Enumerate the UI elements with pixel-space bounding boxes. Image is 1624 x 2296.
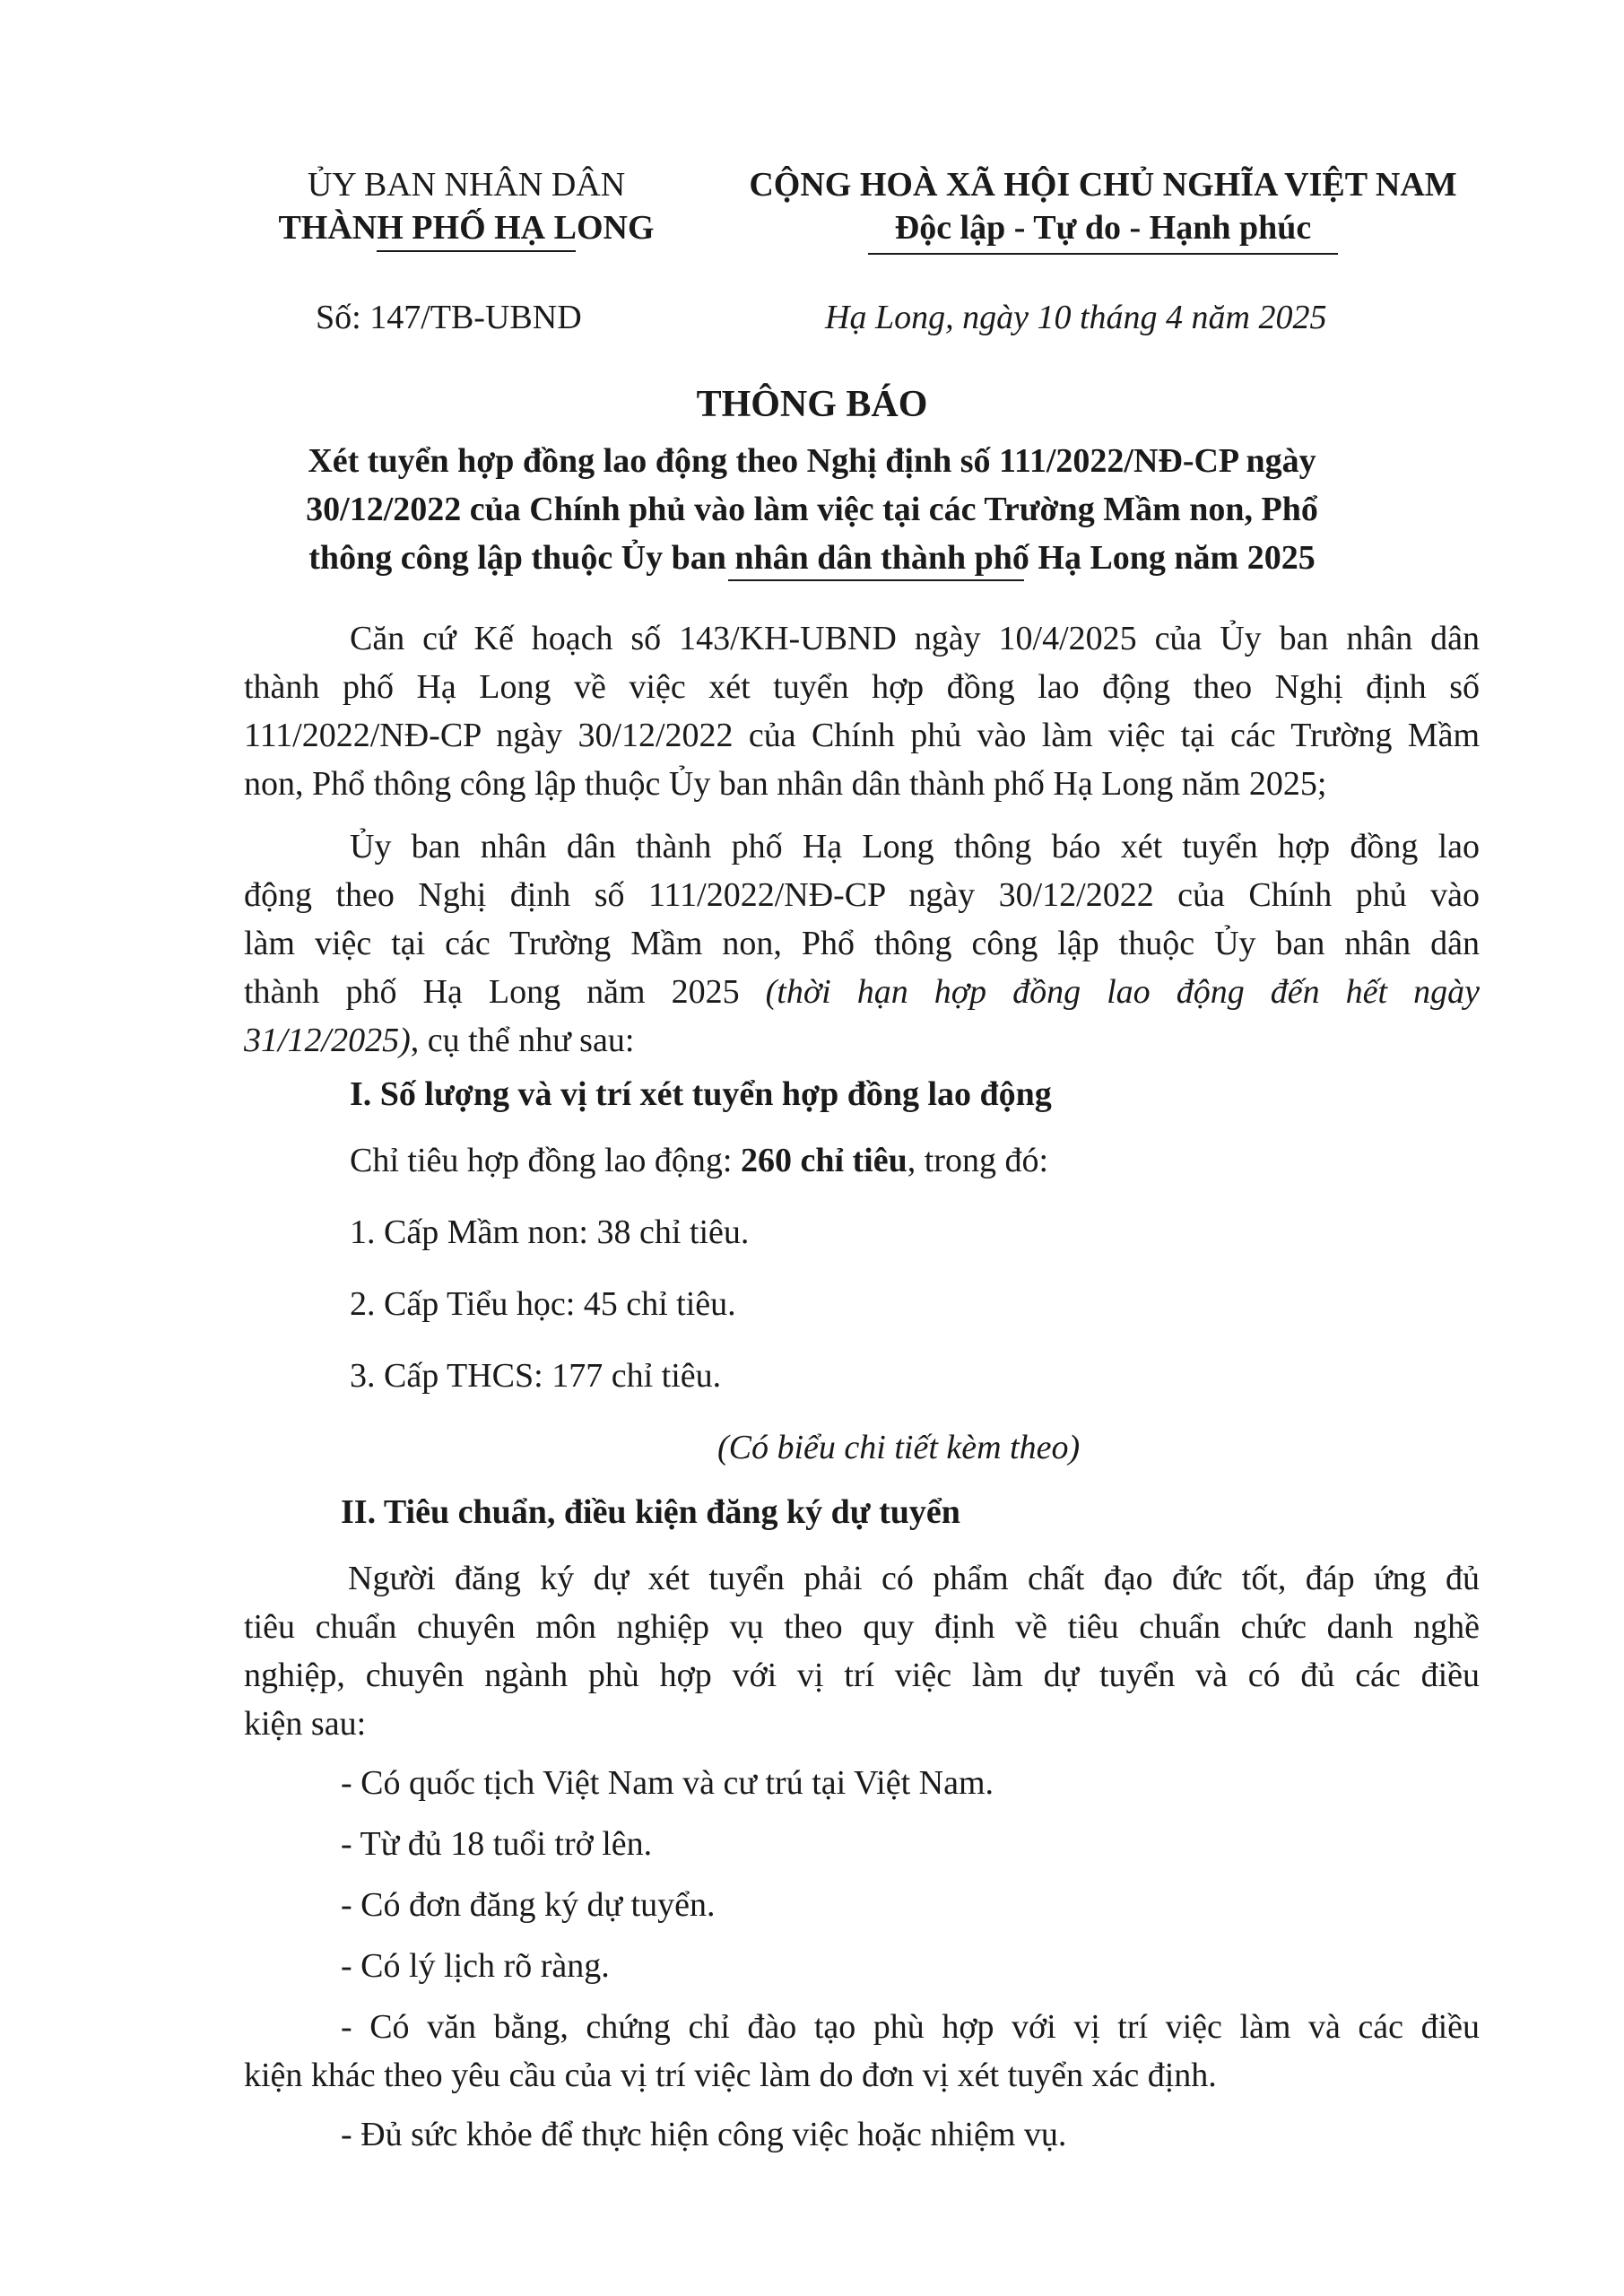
para2-line: Ủy ban nhân dân thành phố Hạ Long thông báo xét tuyển hợp đồng lao [350,828,1480,865]
section2-intro-line: nghiệp, chuyên ngành phù hợp với vị trí việc làm dự tuyển và có đủ các điều [244,1657,1480,1694]
title-underline [728,579,1024,581]
section2-intro-line: Người đăng ký dự xét tuyển phải có phẩm chất đạo đức tốt, đáp ứng đủ [348,1560,1480,1597]
issuer-underline [377,250,576,252]
section2-intro-line: kiện sau: [244,1705,367,1743]
issuer-agency [260,163,673,249]
issuer-parent: ỦY BAN NHÂN DÂN [307,166,626,204]
condition-item: - Có văn bằng, chứng chỉ đào tạo phù hợp với vị trí việc làm và các điều [341,2008,1480,2046]
para2-text: thành phố Hạ Long năm 2025 [244,973,740,1011]
document-title: THÔNG BÁO [696,384,928,425]
para1-line: thành phố Hạ Long về việc xét tuyển hợp đồng lao động theo Nghị định số [244,668,1480,706]
section1-heading: I. Số lượng và vị trí xét tuyển hợp đồng lao động [350,1075,1052,1113]
para1-line: 111/2022/NĐ-CP ngày 30/12/2022 của Chính phủ vào làm việc tại các Trường Mầm [244,717,1480,754]
national-motto [708,163,1498,249]
subtitle-line: Xét tuyển hợp đồng lao động theo Nghị định số 111/2022/NĐ-CP ngày [308,442,1316,480]
quota-item: 1. Cấp Mầm non: 38 chỉ tiêu. [350,1213,750,1251]
condition-item: - Có lý lịch rõ ràng. [341,1947,610,1985]
section2-heading: II. Tiêu chuẩn, điều kiện đăng ký dự tuyển [341,1493,960,1531]
quota-suffix: , trong đó: [907,1142,1049,1179]
quota-prefix: Chỉ tiêu hợp đồng lao động: [350,1142,741,1179]
condition-item: - Có quốc tịch Việt Nam và cư trú tại Việt Nam. [341,1764,994,1802]
para2-text: , cụ thể như sau: [410,1022,635,1059]
country-name: CỘNG HOÀ XÃ HỘI CHỦ NGHĨA VIỆT NAM [749,166,1457,204]
quota-item: 3. Cấp THCS: 177 chỉ tiêu. [350,1357,722,1395]
section2-intro-line: tiêu chuẩn chuyên môn nghiệp vụ theo quy định về tiêu chuẩn chức danh nghề [244,1608,1480,1646]
motto-underline [868,253,1338,255]
para2-line [244,1021,634,1060]
contract-term: (thời hạn hợp đồng lao động đến hết ngày [765,973,1480,1011]
motto: Độc lập - Tự do - Hạnh phúc [894,209,1312,247]
condition-item: - Từ đủ 18 tuổi trở lên. [341,1825,653,1863]
subtitle-line: thông công lập thuộc Ủy ban nhân dân thành phố Hạ Long năm 2025 [308,539,1316,577]
condition-item: - Có đơn đăng ký dự tuyển. [341,1886,716,1924]
condition-item: - Đủ sức khỏe để thực hiện công việc hoặc nhiệm vụ. [341,2116,1067,2153]
place-date: Hạ Long, ngày 10 tháng 4 năm 2025 [825,299,1327,336]
para2-line: làm việc tại các Trường Mầm non, Phổ thông công lập thuộc Ủy ban nhân dân [244,925,1480,962]
para1-line: Căn cứ Kế hoạch số 143/KH-UBND ngày 10/4/2025 của Ủy ban nhân dân [350,620,1480,657]
quota-line [350,1141,1048,1180]
para1-line: non, Phổ thông công lập thuộc Ủy ban nhân dân thành phố Hạ Long năm 2025; [244,765,1327,803]
quota-total: 260 chỉ tiêu [740,1142,908,1179]
issuer-name: THÀNH PHỐ HẠ LONG [278,209,655,247]
para2-line: động theo Nghị định số 111/2022/NĐ-CP ngày 30/12/2022 của Chính phủ vào [244,876,1480,914]
condition-item-cont: kiện khác theo yêu cầu của vị trí việc làm do đơn vị xét tuyển xác định. [244,2057,1217,2094]
document-subtitle [0,437,1624,582]
subtitle-line: 30/12/2022 của Chính phủ vào làm việc tại các Trường Mầm non, Phổ [306,491,1318,528]
quota-item: 2. Cấp Tiểu học: 45 chỉ tiêu. [350,1285,736,1323]
para2-line [244,972,1480,1012]
attachment-note: (Có biểu chi tiết kèm theo) [717,1429,1081,1466]
document-number: Số: 147/TB-UBND [316,299,582,336]
contract-end-date: 31/12/2025) [244,1022,411,1059]
